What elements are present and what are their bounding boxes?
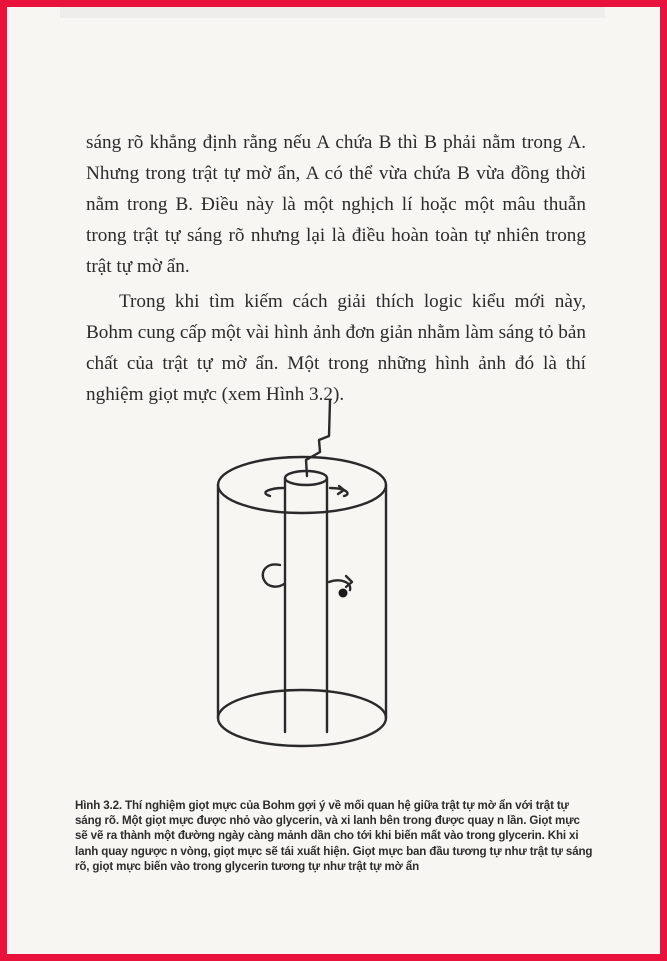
ink-drop-figure [200, 390, 400, 770]
paragraph-2: Trong khi tìm kiếm cách giải thích logic kiểu mới này, Bohm cung cấp một vài hình ảnh đơn giản nhằm làm sáng tỏ bản chất của trật tự mờ ẩn. Một trong những hình ảnh đó là thí nghiệm giọt mực (xem Hình 3.2). [86, 291, 586, 405]
top-scan-band [60, 7, 605, 18]
side-rotation-arrow-left [263, 564, 284, 586]
outer-cylinder-bottom-front [218, 718, 386, 746]
crank-handle [306, 400, 330, 476]
ink-drop [339, 589, 348, 598]
outer-cylinder-bottom-back [218, 690, 386, 718]
paragraph-1: sáng rõ khẳng định rằng nếu A chứa B thì B phải nằm trong A. Nhưng trong trật tự mờ ẩn, A có thể vừa chứa B vừa đồng thời nằm trong B. Điều này là một nghịch lí hoặc một mâu thuẫn trong trật tự sáng rõ nhưng lại là điều hoàn toàn tự nhiên trong trật tự mờ ẩn. [86, 132, 586, 277]
top-rotation-arrow [265, 488, 347, 496]
body-text [86, 127, 586, 410]
figure-caption: Hình 3.2. Thí nghiệm giọt mực của Bohm gợi ý về mối quan hệ giữa trật tự mờ ẩn với trật tự sáng rõ. Một giọt mực được nhỏ vào glycerin, và xi lanh bên trong được quay n lần. Giọt mực sẽ vẽ ra thành một đường ngày càng mảnh dần cho tới khi biến mất vào trong glycerin. Khi xi lanh quay ngược n vòng, giọt mực sẽ tái xuất hiện. Giọt mực ban đầu tương tự như trật tự sáng rõ, giọt mực biến vào trong glycerin tương tự như trật tự mờ ẩn [75, 799, 593, 873]
cylinder-diagram [200, 390, 400, 770]
